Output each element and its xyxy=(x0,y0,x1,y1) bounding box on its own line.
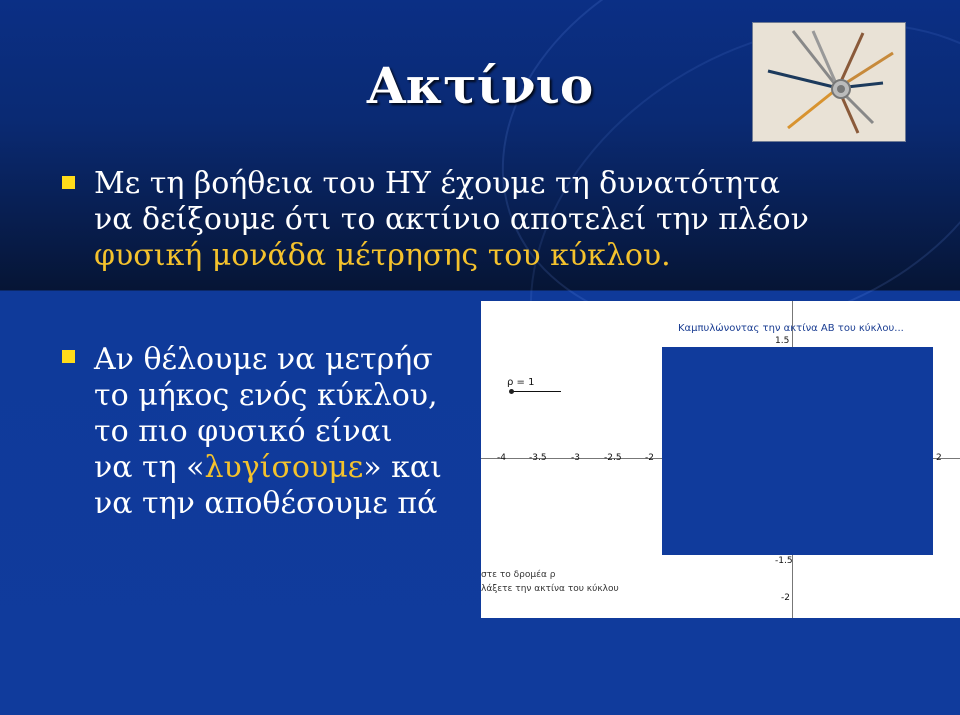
x-tick-label: -4 xyxy=(497,453,506,463)
bullet-2-line-4-pre: να τη « xyxy=(94,450,205,485)
bullet-2-line-1: Αν θέλουμε να μετρήσ xyxy=(94,342,433,377)
bullet-2-emphasis: λυγίσουμε xyxy=(204,450,364,485)
slider-label: ρ = 1 xyxy=(507,377,535,388)
bullet-2-line-5: να την αποθέσουμε πά xyxy=(94,486,438,521)
bullet-2-line-4-post: » και xyxy=(363,450,442,485)
y-tick-label: -2 xyxy=(781,593,790,603)
applet-hint-2: λάξετε την ακτίνα του κύκλου xyxy=(481,584,619,594)
y-tick-label: -1.5 xyxy=(775,556,793,566)
x-tick-label: -3.5 xyxy=(529,453,547,463)
geometry-applet[interactable] xyxy=(481,301,960,618)
x-tick-label: 2 xyxy=(936,453,942,463)
bullet-text-2 xyxy=(94,342,514,522)
x-tick-label: -2.5 xyxy=(604,453,622,463)
bullet-text-1 xyxy=(94,166,934,274)
x-tick-label: -3 xyxy=(571,453,580,463)
applet-hint-1: στε το δρομέα ρ xyxy=(481,570,556,580)
bullet-1-line-1: Με τη βοήθεια του ΗΥ έχουμε τη δυνατότητα xyxy=(94,166,780,201)
bullet-2-line-2: το μήκος ενός κύκλου, xyxy=(94,378,438,413)
bullet-1-line-3: φυσική μονάδα μέτρησης του κύκλου. xyxy=(94,238,671,273)
applet-overlay-box xyxy=(662,347,933,555)
y-tick-label: 1.5 xyxy=(775,336,790,346)
bullet-1-line-2: να δείξουμε ότι το ακτίνιο αποτελεί την πλέον xyxy=(94,202,809,237)
bullet-2-line-4 xyxy=(94,450,514,486)
x-tick-label: -2 xyxy=(645,453,654,463)
bullet-marker xyxy=(62,176,75,189)
bullet-marker xyxy=(62,350,75,363)
radius-slider-handle[interactable] xyxy=(509,389,514,394)
applet-title: Καμπυλώνοντας την ακτίνα ΑΒ του κύκλου... xyxy=(678,323,904,334)
slide-title: Ακτίνιο xyxy=(366,56,594,115)
radius-slider-track[interactable] xyxy=(511,391,561,392)
radian-rays-icon xyxy=(752,22,906,142)
bullet-2-line-3: το πιο φυσικό είναι xyxy=(94,414,393,449)
